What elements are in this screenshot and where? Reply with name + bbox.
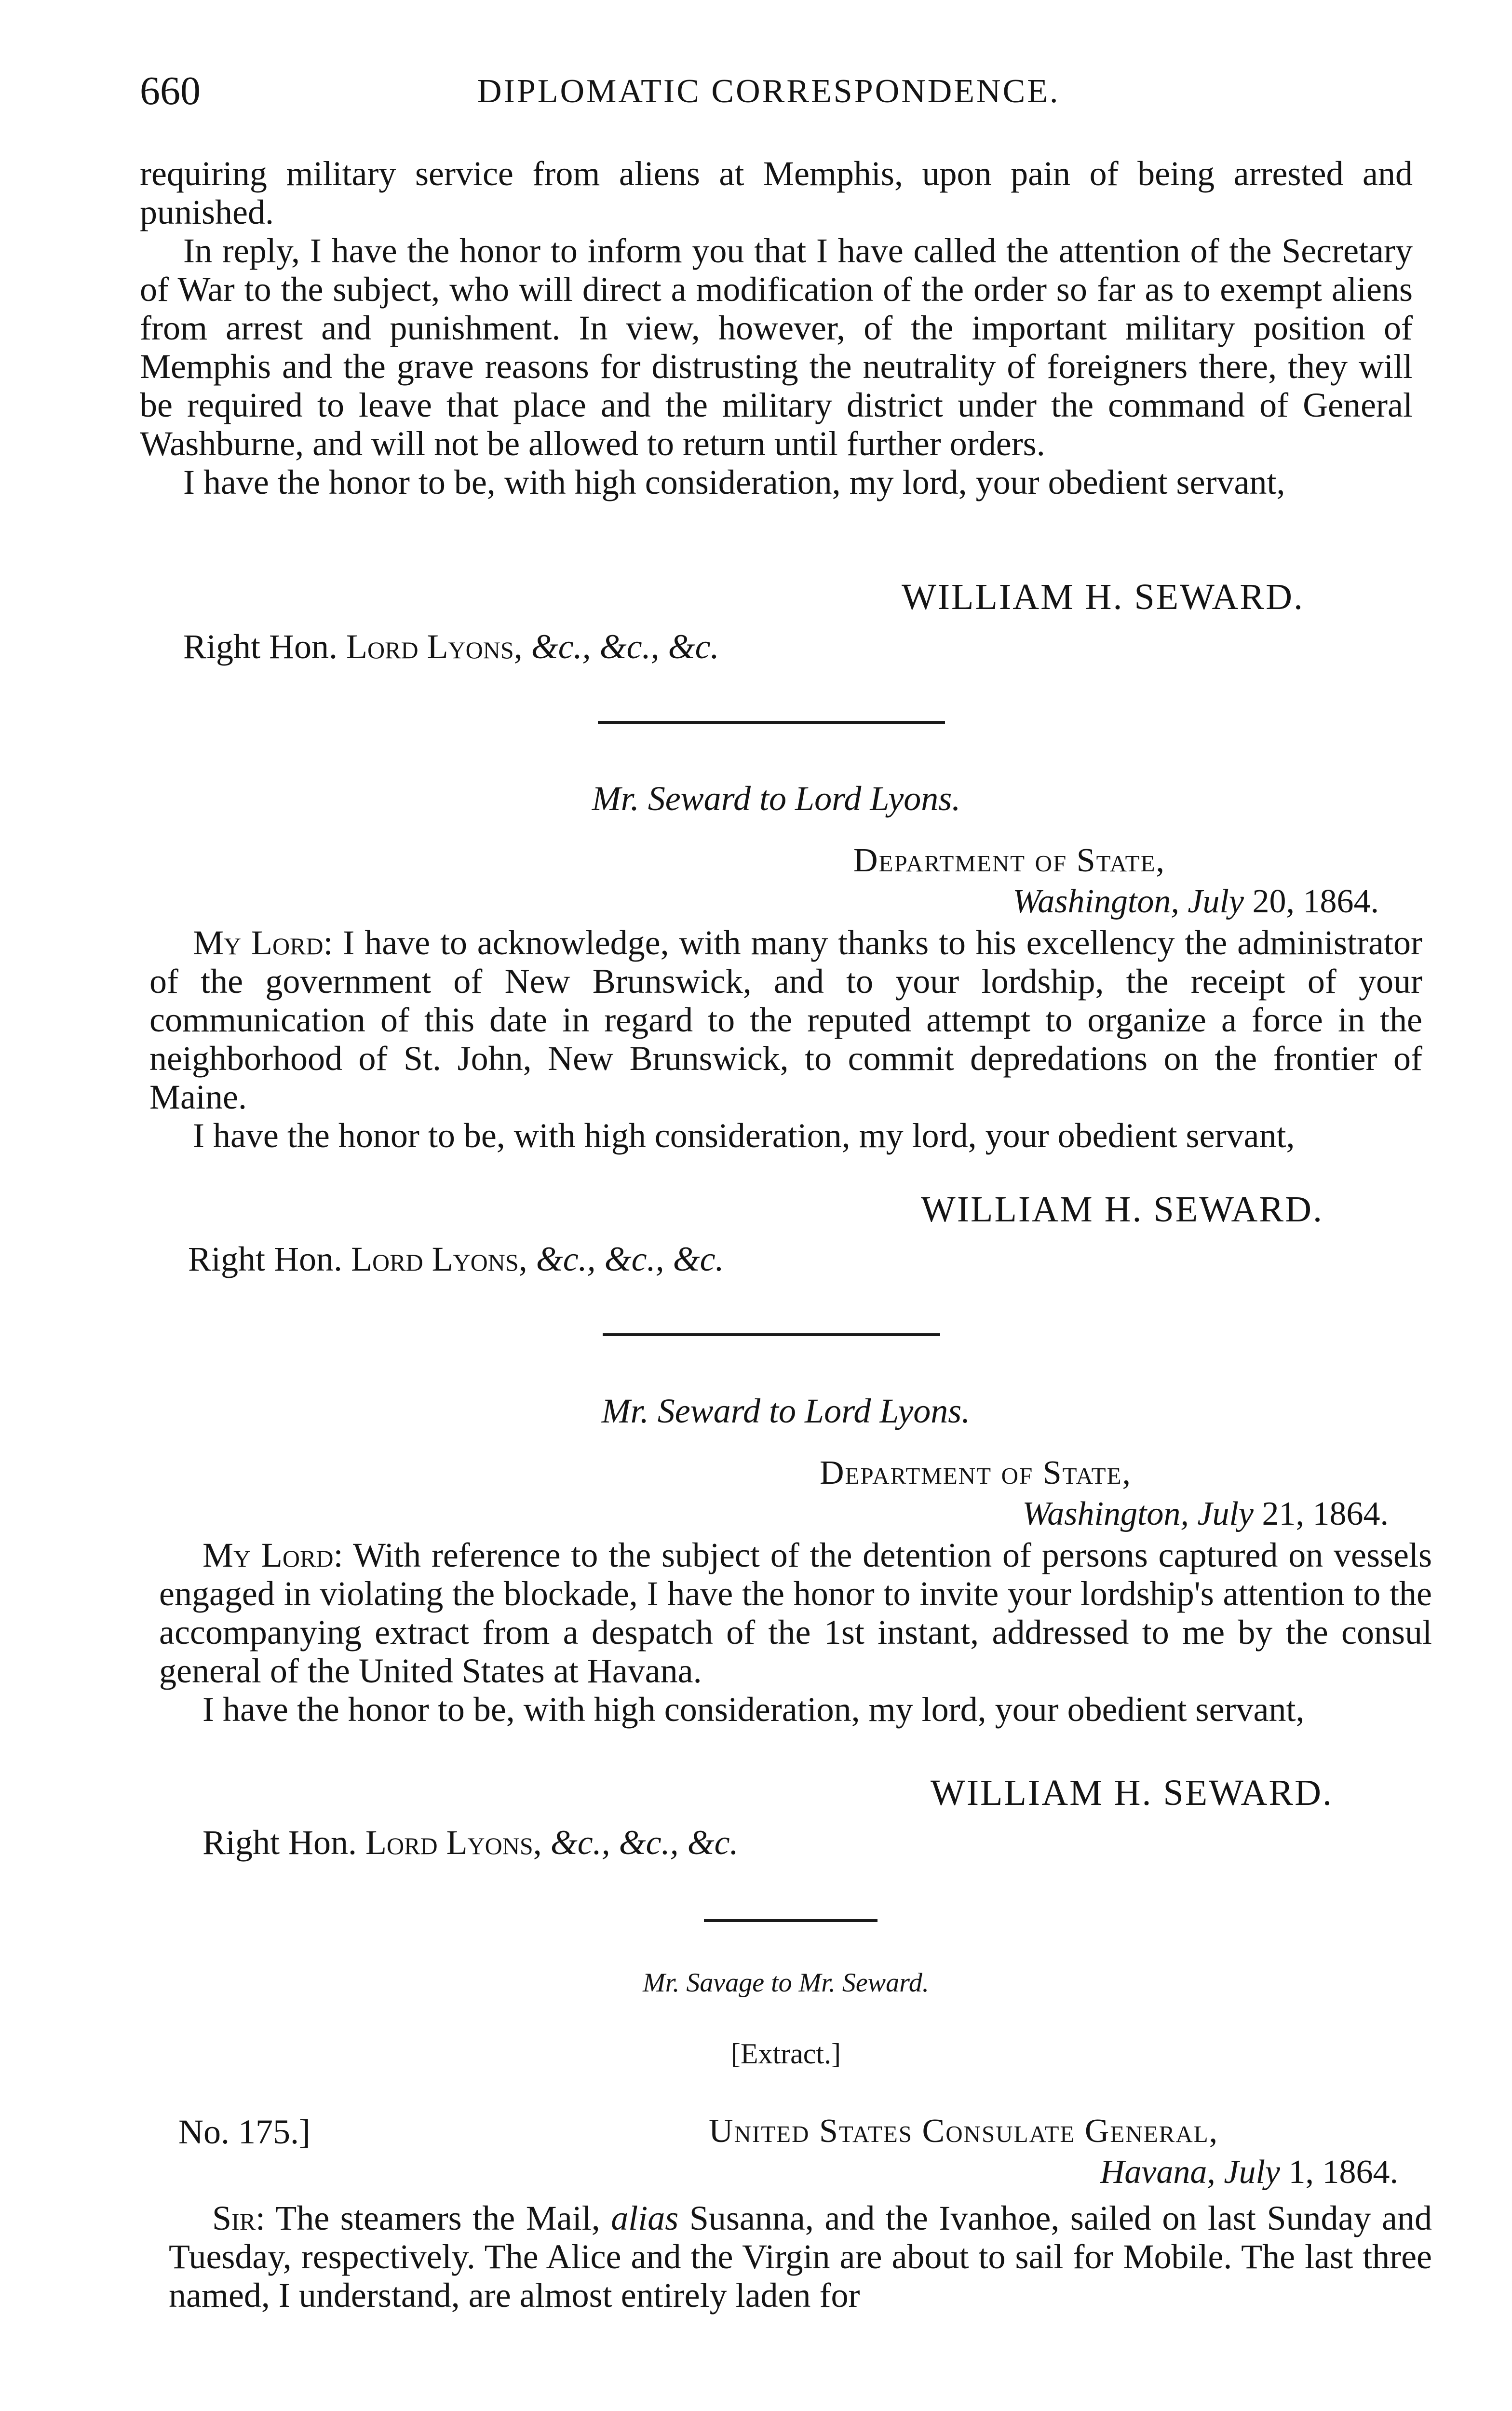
- section-divider: [704, 1919, 878, 1922]
- letter-3-text: [159, 1536, 1432, 1729]
- letter-2-closing: I have the honor to be, with high consideration, my lord, your obedient servant,: [193, 1116, 1295, 1155]
- addressee-suffix: &c., &c., &c.: [536, 1240, 724, 1278]
- letter-2-salutation: My Lord:: [193, 923, 333, 962]
- addressee-prefix: Right Hon.: [202, 1823, 357, 1862]
- letter-2-addressee: [188, 1239, 724, 1279]
- letter-3-closing: I have the honor to be, with high consideration, my lord, your obedient servant,: [202, 1690, 1305, 1729]
- addressee-name: Lord Lyons,: [365, 1823, 542, 1862]
- dateline-date: 20, 1864.: [1244, 883, 1379, 920]
- dateline-date: 21, 1864.: [1254, 1495, 1389, 1532]
- addressee-prefix: Right Hon.: [188, 1240, 343, 1278]
- letter-4-dateline: [723, 2153, 1398, 2192]
- letter-2-body: [149, 923, 1422, 1116]
- letter-4-body-part2: Susanna, and the Ivanhoe, sailed on last Sunday and Tuesday, respectively. The Alice and the Virgin are about to sail for Mobile. The last three named, I understand, are almost entirely laden for: [169, 2199, 1432, 2315]
- dateline-place: Havana, July: [1100, 2154, 1280, 2191]
- letter-3-addressee: [202, 1823, 739, 1863]
- addressee-suffix: &c., &c., &c.: [550, 1823, 739, 1862]
- running-title: DIPLOMATIC CORRESPONDENCE.: [477, 73, 1060, 110]
- extract-label: [Extract.]: [730, 2038, 841, 2070]
- letter-2-signature: WILLIAM H. SEWARD.: [921, 1189, 1324, 1230]
- letter-4-body-part1: The steamers the Mail,: [265, 2199, 611, 2237]
- letter-3-dateline: [723, 1495, 1389, 1533]
- letter-3-heading: Mr. Seward to Lord Lyons.: [601, 1392, 971, 1430]
- letter-4-alias: alias: [611, 2199, 679, 2237]
- letter-1-closing: I have the honor to be, with high consideration, my lord, your obedient servant,: [183, 463, 1285, 501]
- letter-3-salutation: My Lord:: [202, 1536, 343, 1574]
- dateline-place: Washington, July: [1022, 1495, 1254, 1532]
- addressee-prefix: Right Hon.: [183, 627, 338, 666]
- addressee-name: Lord Lyons,: [351, 1240, 527, 1278]
- addressee-suffix: &c., &c., &c.: [531, 627, 719, 666]
- letter-1-continuation: requiring military service from aliens at Memphis, upon pain of being arrested and punished.: [140, 154, 1413, 231]
- letter-2-department: Department of State,: [853, 842, 1166, 879]
- despatch-number: No. 175.]: [178, 2113, 310, 2151]
- letter-2-dateline: [723, 882, 1379, 921]
- dateline-date: 1, 1864.: [1280, 2154, 1398, 2191]
- addressee-name: Lord Lyons,: [346, 627, 523, 666]
- letter-4-salutation: Sir:: [212, 2199, 266, 2237]
- letter-4-heading: Mr. Savage to Mr. Seward.: [643, 1968, 929, 1998]
- letter-2-body-text: I have to acknowledge, with many thanks to his excellency the administrator of the government of New Brunswick, and to your lordship, the receipt of your communication of this date in regard to the reputed attempt to organize a force in the neighborhood of St. John, New Brunswick, to commit depredations on the frontier of Maine.: [149, 923, 1422, 1116]
- letter-1-body: In reply, I have the honor to inform you that I have called the attention of the Secretary of War to the subject, who will direct a modification of the order so far as to exempt aliens from arrest and punishment. In view, however, of the important military position of Memphis and the grave reasons for distrusting the neutrality of foreigners there, they will be required to leave that place and the military district under the command of General Washburne, and will not be allowed to return until further orders.: [140, 231, 1413, 463]
- letter-3-department: Department of State,: [820, 1454, 1132, 1491]
- running-header: [140, 68, 1413, 116]
- letter-4-body: [169, 2199, 1432, 2315]
- page-number: 660: [140, 68, 201, 113]
- letter-3-body: [159, 1536, 1432, 1690]
- letter-4-office: United States Consulate General,: [709, 2113, 1219, 2150]
- letter-1-text: [140, 154, 1413, 501]
- dateline-place: Washington, July: [1012, 883, 1244, 920]
- letter-4-text: [169, 2199, 1432, 2315]
- letter-1-signature: WILLIAM H. SEWARD.: [902, 577, 1305, 617]
- letter-3-signature: WILLIAM H. SEWARD.: [931, 1773, 1334, 1813]
- letter-2-heading: Mr. Seward to Lord Lyons.: [592, 779, 961, 818]
- section-divider: [603, 1333, 940, 1336]
- letter-2-text: [149, 923, 1422, 1155]
- letter-1-addressee: [183, 627, 719, 667]
- section-divider: [598, 721, 945, 724]
- letter-3-body-text: With reference to the subject of the detention of persons captured on vessels engaged in violating the blockade, I have the honor to invite your lordship's attention to the accompanying extract from a despatch of the 1st instant, addressed to me by the consul general of the United States at Havana.: [159, 1536, 1432, 1690]
